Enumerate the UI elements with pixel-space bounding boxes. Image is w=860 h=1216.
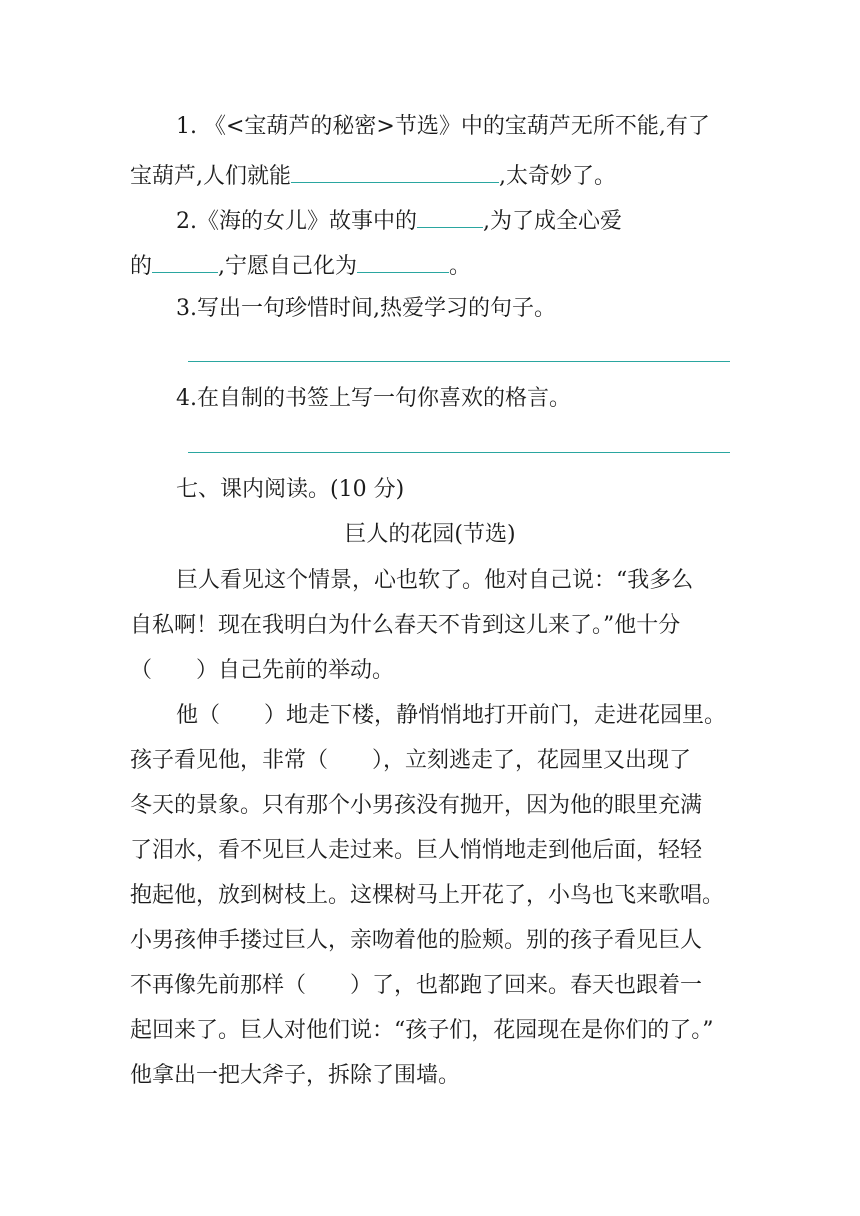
passage-line: 孩子看见他，非常（ ），立刻逃走了，花园里又出现了 xyxy=(130,748,692,773)
question-4: 4.在自制的书签上写一句你喜欢的格言。 xyxy=(176,386,571,411)
question-1-text-a: 宝葫芦,人们就能 xyxy=(130,164,291,189)
passage-line: 他拿出一把大斧子，拆除了围墙。 xyxy=(130,1063,461,1088)
passage-line: 他（ ）地走下楼，静悄悄地打开前门，走进花园里。 xyxy=(176,703,727,728)
answer-blank-2b[interactable] xyxy=(152,248,218,273)
passage-line: 不再像先前那样（ ）了，也都跑了回来。春天也跟着一 xyxy=(130,973,703,998)
answer-blank-2a[interactable] xyxy=(417,203,483,228)
passage-line: 小男孩伸手搂过巨人，亲吻着他的脸颊。别的孩子看见巨人 xyxy=(130,928,703,953)
question-2-text-b: ,为了成全心爱 xyxy=(483,209,622,234)
passage-line: 起回来了。巨人对他们说：“孩子们，花园现在是你们的了。” xyxy=(130,1018,714,1043)
passage-title: 巨人的花园(节选) xyxy=(344,522,516,547)
question-1-line-2 xyxy=(130,158,616,192)
passage-line: 自私啊！现在我明白为什么春天不肯到这儿来了。”他十分 xyxy=(130,613,681,638)
question-1-line-1: 1. 《<宝葫芦的秘密>节选》中的宝葫芦无所不能,有了 xyxy=(176,114,710,139)
passage-line: 了泪水，看不见巨人走过来。巨人悄悄地走到他后面，轻轻 xyxy=(130,838,703,863)
answer-blank-1[interactable] xyxy=(291,158,499,183)
question-1-text-b: ,太奇妙了。 xyxy=(499,164,616,189)
question-2-text-d: ,宁愿自己化为 xyxy=(218,254,358,279)
answer-blank-2c[interactable] xyxy=(357,248,449,273)
answer-line-3[interactable] xyxy=(188,361,730,362)
question-3: 3.写出一句珍惜时间,热爱学习的句子。 xyxy=(176,296,556,321)
question-2-text-a: 2.《海的女儿》故事中的 xyxy=(176,209,417,234)
passage-line: （ ）自己先前的举动。 xyxy=(130,658,395,683)
passage-line: 冬天的景象。只有那个小男孩没有抛开，因为他的眼里充满 xyxy=(130,793,703,818)
passage-line: 抱起他，放到树枝上。这棵树马上开花了，小鸟也飞来歌唱。 xyxy=(130,883,725,908)
section-heading: 七、课内阅读。(10 分) xyxy=(176,477,405,502)
question-2-line-2 xyxy=(130,248,471,282)
question-2-text-c: 的 xyxy=(130,254,153,279)
passage-line: 巨人看见这个情景，心也软了。他对自己说：“我多么 xyxy=(176,568,694,593)
answer-line-4[interactable] xyxy=(188,452,730,453)
question-2-text-e: 。 xyxy=(449,254,472,279)
question-2-line-1 xyxy=(176,203,622,237)
